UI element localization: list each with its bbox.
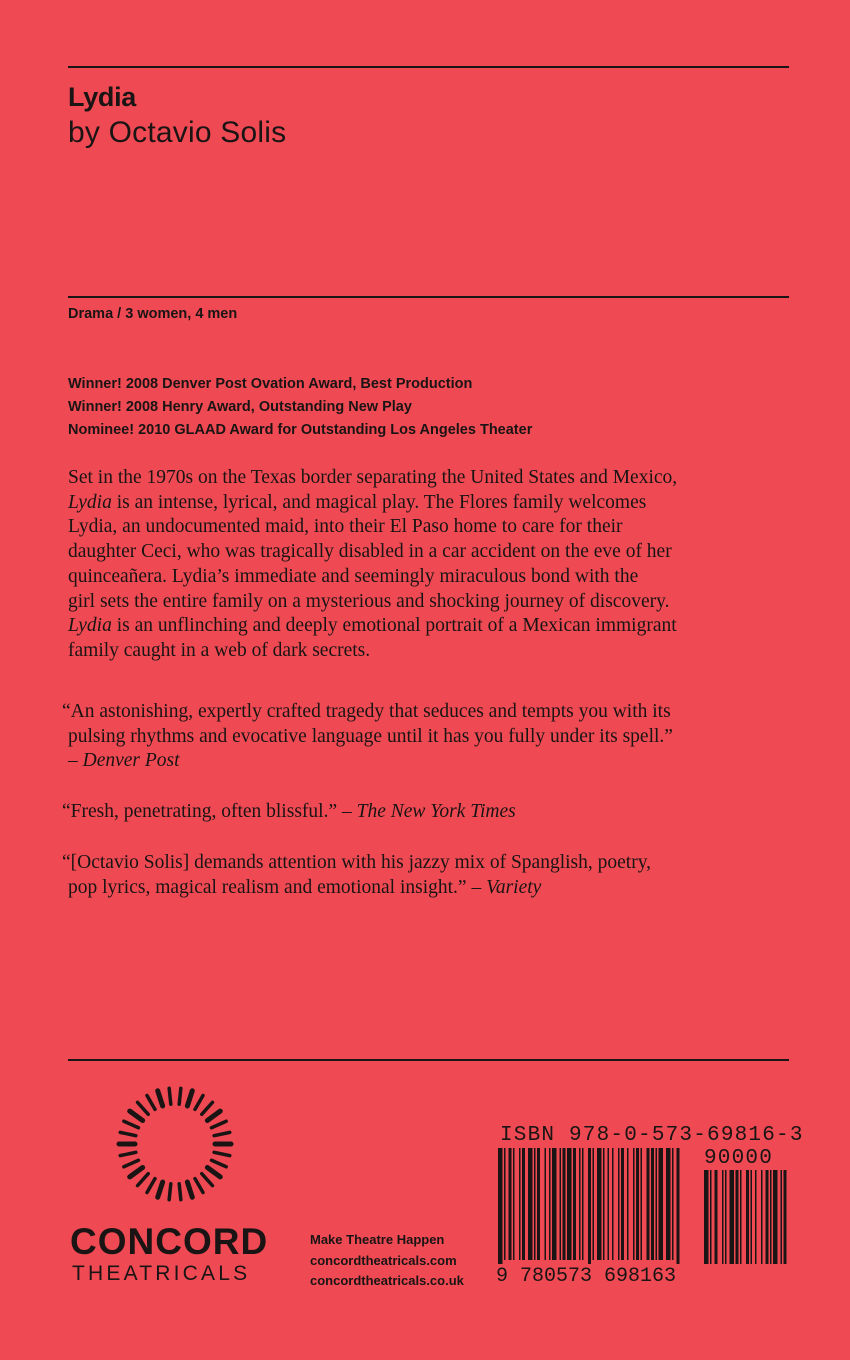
logo-ring-dash <box>124 1160 139 1167</box>
top-rule <box>68 66 789 68</box>
barcode-digits: 9 780573 698163 <box>496 1265 677 1288</box>
barcode-bar <box>528 1148 533 1260</box>
award-item: Winner! 2008 Henry Award, Outstanding New Play <box>68 399 412 415</box>
book-title: Lydia <box>68 82 137 112</box>
review-quote-denver: “An astonishing, expertly crafted tragedy that seduces and tempts you with its pulsing rhythms and evocative language until it has you fully under its spell.” – Denver Post <box>62 701 673 771</box>
synopsis-line: daughter Ceci, who was tragically disabled in a car accident on the eve of her <box>68 541 672 563</box>
barcode-addon-bar <box>770 1170 772 1264</box>
logo-ring-dash <box>179 1184 181 1200</box>
award-item: Nominee! 2010 GLAAD Award for Outstanding Los Angeles Theater <box>68 422 533 438</box>
book-author: by Octavio Solis <box>68 116 287 149</box>
barcode-bar <box>672 1148 674 1260</box>
barcode-bar <box>666 1148 671 1260</box>
logo-ring-dash <box>130 1111 143 1120</box>
synopsis-line: Lydia is an unflinching and deeply emotional portrait of a Mexican immigrant <box>68 615 677 637</box>
barcode-bar <box>588 1148 591 1264</box>
logo-ring-dash <box>158 1182 163 1197</box>
logo-ring-dash <box>207 1168 220 1177</box>
genre-rule <box>68 296 789 298</box>
barcode-addon-bar <box>704 1170 709 1264</box>
barcode-bar <box>618 1148 620 1260</box>
publisher-subname: THEATRICALS <box>72 1262 251 1285</box>
play-title-italic: Lydia <box>68 491 112 513</box>
logo-ring-dash <box>212 1121 227 1128</box>
barcode-addon-bar <box>781 1170 783 1264</box>
logo-ring-dash <box>214 1152 230 1155</box>
barcode-bar <box>608 1148 610 1260</box>
logo-ring-dash <box>202 1102 213 1114</box>
publisher-contact <box>310 1230 464 1292</box>
barcode-addon-bar <box>730 1170 735 1264</box>
synopsis-line: Lydia, an undocumented maid, into their El Paso home to care for their <box>68 516 623 538</box>
barcode-addon-bar <box>715 1170 718 1264</box>
barcode-bar <box>659 1148 664 1260</box>
barcode-bar <box>573 1148 576 1260</box>
synopsis-line: girl sets the entire family on a mysterious and shocking journey of discovery. <box>68 590 670 612</box>
barcode-addon-bar <box>784 1170 787 1264</box>
logo-ring-dash <box>138 1174 149 1186</box>
barcode-addon-bar <box>773 1170 778 1264</box>
barcode-bar <box>612 1148 614 1260</box>
barcode-bar <box>509 1148 512 1260</box>
barcode-bar <box>498 1148 503 1264</box>
barcode-bar <box>567 1148 572 1260</box>
publisher-name: CONCORD <box>70 1221 269 1262</box>
logo-ring-dash <box>130 1168 143 1177</box>
synopsis-line: Lydia is an intense, lyrical, and magical play. The Flores family welcomes <box>68 491 647 513</box>
logo-ring-dash <box>120 1152 136 1155</box>
barcode-addon-bar <box>746 1170 749 1264</box>
logo-ring-dash <box>158 1091 163 1106</box>
logo-ring-dash <box>212 1160 227 1167</box>
barcode-bar <box>627 1148 629 1260</box>
quote-source: The New York Times <box>356 801 516 822</box>
barcode-addon-bar <box>740 1170 742 1264</box>
logo-ring-dash <box>207 1111 220 1120</box>
barcode-bar <box>656 1148 658 1260</box>
barcode-icon <box>496 1148 790 1266</box>
barcode-addon-bar <box>766 1170 769 1264</box>
barcode-addon-bar <box>710 1170 712 1264</box>
logo-ring-dash <box>147 1096 155 1110</box>
circle-ring-logo-icon <box>116 1085 234 1203</box>
synopsis-line: quinceañera. Lydia’s immediate and seemingly miraculous bond with the <box>68 565 639 587</box>
footer-rule <box>68 1059 789 1061</box>
barcode-addon-bar <box>761 1170 763 1264</box>
barcode-bar <box>641 1148 643 1260</box>
barcode-addon-bar <box>751 1170 753 1264</box>
logo-ring-dash <box>187 1182 192 1197</box>
barcode-bar <box>513 1148 515 1260</box>
play-title-italic: Lydia <box>68 615 112 637</box>
synopsis <box>68 466 803 664</box>
logo-ring-dash <box>138 1102 149 1114</box>
barcode-bar <box>597 1148 602 1260</box>
logo-ring-dash <box>120 1132 136 1135</box>
website-uk-link[interactable]: concordtheatricals.co.uk <box>310 1273 464 1288</box>
logo-ring-dash <box>195 1096 203 1110</box>
logo-ring-dash <box>179 1088 181 1104</box>
award-item: Winner! 2008 Denver Post Ovation Award, Best Production <box>68 376 473 392</box>
quote-source: Variety <box>486 876 542 898</box>
website-us-link[interactable]: concordtheatricals.com <box>310 1252 457 1268</box>
barcode-bar <box>621 1148 624 1260</box>
logo-ring-dash <box>187 1091 192 1106</box>
barcode-bar <box>579 1148 581 1260</box>
barcode-bar <box>549 1148 551 1260</box>
barcode-bar <box>560 1148 562 1260</box>
barcode-bar <box>537 1148 540 1260</box>
barcode-bar <box>603 1148 605 1260</box>
tagline: Make Theatre Happen <box>310 1232 445 1247</box>
barcode-bar <box>552 1148 557 1260</box>
synopsis-line: Set in the 1970s on the Texas border separating the United States and Mexico, <box>68 467 678 488</box>
synopsis-line: family caught in a web of dark secrets. <box>68 639 371 661</box>
logo-ring-dash <box>124 1121 139 1128</box>
logo-ring-dash <box>169 1184 171 1200</box>
logo-ring-dash <box>147 1179 155 1193</box>
barcode-bar <box>633 1148 635 1260</box>
barcode-bar <box>636 1148 639 1260</box>
review-quote-nyt: “Fresh, penetrating, often blissful.” – The New York Times <box>62 801 516 822</box>
barcode-bar <box>677 1148 680 1264</box>
logo-ring-dash <box>214 1132 230 1135</box>
isbn-label: ISBN 978-0-573-69816-3 <box>500 1124 804 1147</box>
logo-ring-dash <box>202 1174 213 1186</box>
awards-list <box>68 373 532 442</box>
barcode-addon-bar <box>736 1170 739 1264</box>
barcode-bar <box>522 1148 525 1260</box>
logo-ring-dash <box>169 1088 171 1104</box>
logo-ring-dash <box>195 1179 203 1193</box>
barcode-addon-bar <box>722 1170 724 1264</box>
price-code: 90000 <box>704 1147 774 1170</box>
barcode-addon-bar <box>755 1170 757 1264</box>
barcode-bar <box>534 1148 536 1260</box>
barcode-bar <box>563 1148 566 1260</box>
barcode-bar <box>647 1148 650 1260</box>
barcode-bar <box>504 1148 506 1260</box>
genre-cast: Drama / 3 women, 4 men <box>68 306 238 322</box>
barcode-bar <box>582 1148 584 1260</box>
barcode-bar <box>519 1148 521 1260</box>
barcode-bar <box>593 1148 595 1260</box>
barcode-bar <box>545 1148 547 1260</box>
barcode-addon-bar <box>725 1170 727 1264</box>
review-quote-variety: “[Octavio Solis] demands attention with his jazzy mix of Spanglish, poetry, pop lyrics, magical realism and emotional insight.” – Variety <box>62 852 652 898</box>
quote-source: Denver Post <box>82 750 180 771</box>
barcode-bar <box>651 1148 654 1260</box>
